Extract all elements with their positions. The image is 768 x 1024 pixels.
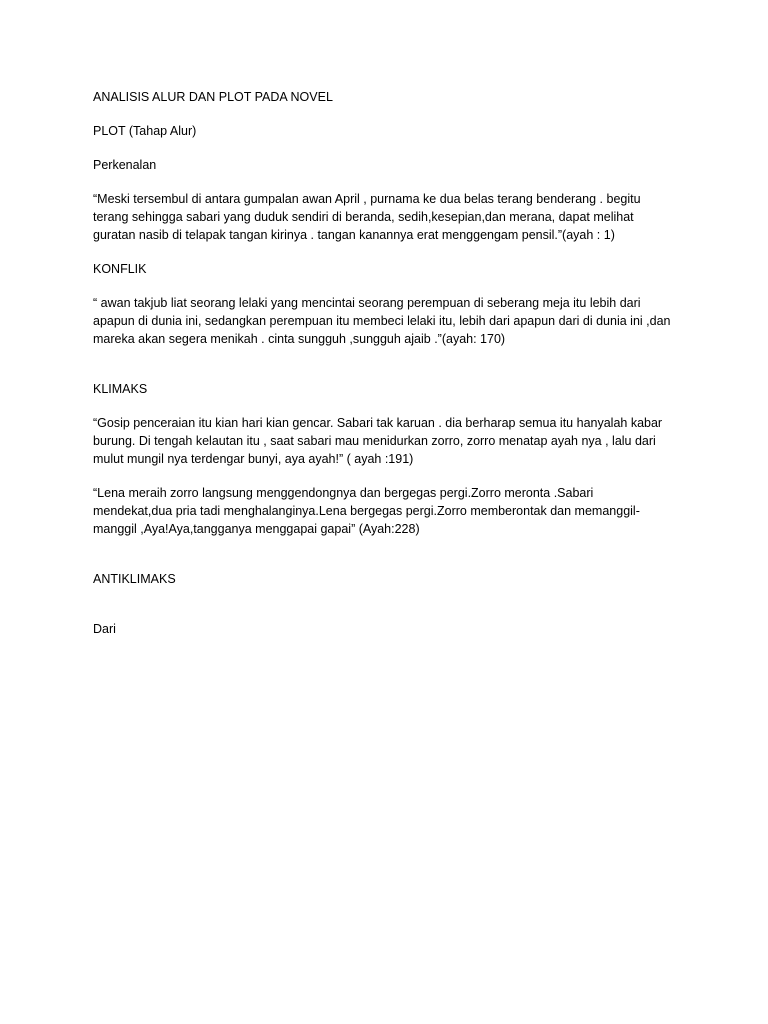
plot-subtitle: PLOT (Tahap Alur) (93, 124, 197, 138)
heading-antiklimaks: ANTIKLIMAKS (93, 572, 176, 586)
text-antiklimaks: Dari (93, 622, 116, 636)
heading-konflik: KONFLIK (93, 262, 147, 276)
document-title: ANALISIS ALUR DAN PLOT PADA NOVEL (93, 90, 333, 104)
quote-konflik: “ awan takjub liat seorang lelaki yang mencintai seorang perempuan di seberang meja itu lebih dari apapun di dunia ini, sedangkan perempuan itu membeci lelaki itu, lebih dari apapun dari di dunia ini ,dan mareka akan segera menikah . cinta sungguh ,sungguh ajaib .”(ayah: 170) (93, 296, 671, 346)
quote-klimaks-1: “Gosip penceraian itu kian hari kian gencar. Sabari tak karuan . dia berharap semua itu hanyalah kabar burung. Di tengah kelautan itu , saat sabari mau menidurkan zorro, zorro menatap ayah nya , lalu dari mulut mungil nya terdengar bunyi, aya ayah!” ( ayah :191) (93, 416, 663, 466)
quote-klimaks-2: “Lena meraih zorro langsung menggendongnya dan bergegas pergi.Zorro meronta .Sabari mendekat,dua pria tadi menghalanginya.Lena bergegas pergi.Zorro memberontak dan memanggil-manggil ,Aya!Aya,tangganya menggapai gapai” (Ayah:228) (93, 486, 640, 536)
document-page (93, 88, 673, 654)
heading-perkenalan: Perkenalan (93, 158, 157, 172)
heading-klimaks: KLIMAKS (93, 382, 148, 396)
quote-perkenalan: “Meski tersembul di antara gumpalan awan April , purnama ke dua belas terang benderang . begitu terang sehingga sabari yang duduk sendiri di beranda, sedih,kesepian,dan merana, dapat melihat guratan nasib di telapak tangan kirinya . tangan kanannya erat menggengam pensil.”(ayah : 1) (93, 192, 641, 242)
